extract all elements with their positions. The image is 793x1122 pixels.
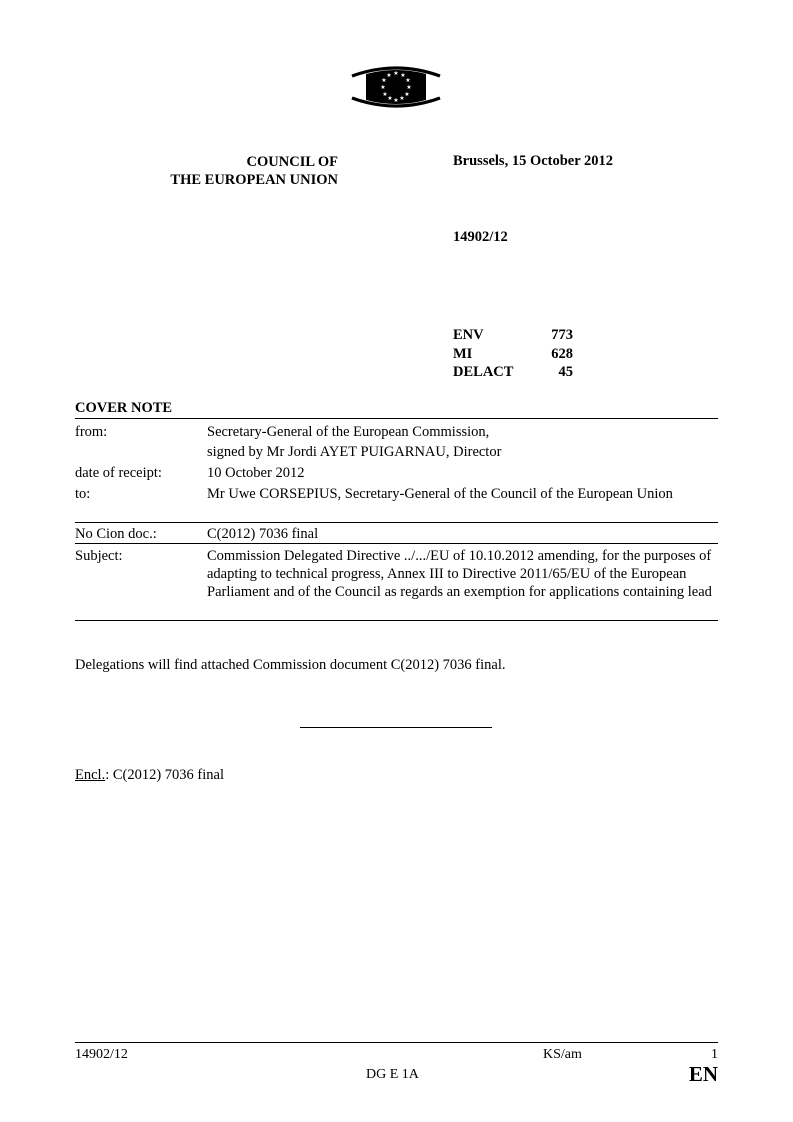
institution-line2: THE EUROPEAN UNION [170,172,338,188]
svg-text:★: ★ [400,72,406,79]
svg-text:★: ★ [381,77,387,84]
table-rule [75,543,718,544]
table-bottom-rule [75,620,718,621]
code-number: 45 [558,364,573,380]
to-value: Mr Uwe CORSEPIUS, Secretary-General of the Council of the European Union [207,486,673,502]
svg-text:★: ★ [393,70,399,77]
svg-text:★: ★ [387,95,393,102]
code-label: MI [453,345,473,362]
svg-text:★: ★ [380,84,386,91]
svg-text:★: ★ [382,91,388,98]
classification-codes [453,326,573,382]
subject-value: Commission Delegated Directive ../.../EU of 10.10.2012 amending, for the purposes of adapting to technical progress, Annex III to Directive 2011/65/EU of the European Parliament and of the Council as regards an exemption for applications containing lead [207,548,712,600]
svg-text:★: ★ [393,97,399,104]
code-label: ENV [453,327,484,343]
footer-directorate: DG E 1A [366,1067,419,1082]
svg-text:★: ★ [386,72,392,79]
code-row [453,326,573,345]
svg-text:★: ★ [404,91,410,98]
place-date: Brussels, 15 October 2012 [453,153,614,169]
cion-value: C(2012) 7036 final [207,526,319,542]
document-number: 14902/12 [453,229,508,245]
institution-name [120,153,338,189]
table-rule [75,522,718,523]
separator-line [300,727,492,728]
code-label: DELACT [453,364,514,380]
code-number: 773 [551,327,573,343]
receipt-value: 10 October 2012 [207,465,305,481]
svg-text:★: ★ [405,77,411,84]
encl-value: : C(2012) 7036 final [105,767,225,783]
code-row [453,363,573,382]
from-label: from: [75,424,108,440]
code-row [453,345,573,364]
cion-label: No Cion doc.: [75,526,157,542]
code-number: 628 [551,345,573,362]
council-eu-logo [348,62,444,112]
footer-rule [75,1042,718,1043]
cover-note-title: COVER NOTE [75,400,173,416]
table-top-rule [75,418,718,419]
to-label: to: [75,486,91,502]
subject-label: Subject: [75,548,123,564]
delegations-text: Delegations will find attached Commission document C(2012) 7036 final. [75,657,506,673]
receipt-label: date of receipt: [75,465,162,481]
from-value-line1: Secretary-General of the European Commission, [207,424,490,440]
footer-language: EN [688,1062,718,1086]
encl-label: Encl. [75,767,106,783]
footer-page-number: 1 [711,1047,718,1062]
footer-initials: KS/am [543,1047,582,1062]
enclosure [75,767,224,784]
svg-text:★: ★ [399,95,405,102]
from-value-line2: signed by Mr Jordi AYET PUIGARNAU, Director [207,444,502,460]
footer-doc-number: 14902/12 [75,1047,128,1062]
svg-text:★: ★ [406,84,412,91]
institution-line1: COUNCIL OF [246,154,338,170]
